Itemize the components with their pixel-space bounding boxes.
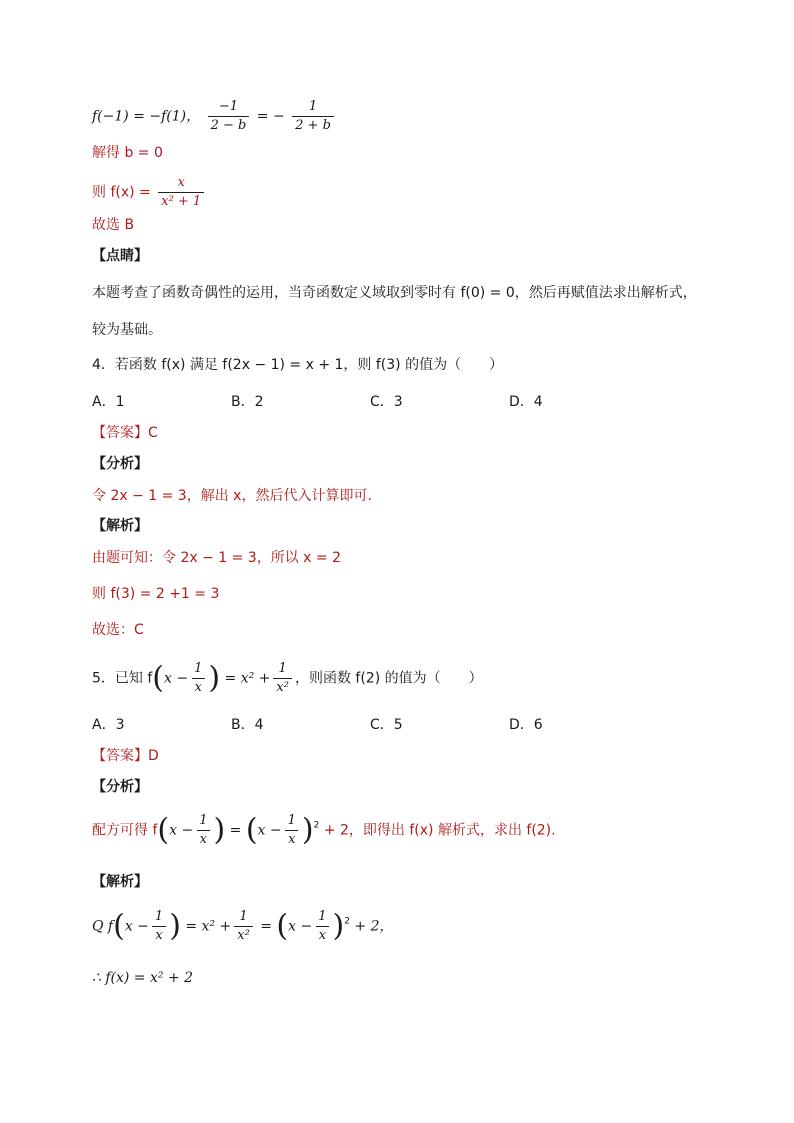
fraction: $\frac{1}{\text{x²}}$ [273,660,292,697]
q4-answer: 【答案】C [92,425,158,441]
q4-option-a: A．1 [92,394,125,410]
choose-line: 故选 B [92,217,135,233]
section-heading: 【解析】 [92,518,148,534]
q5-option-c: C．5 [370,717,403,733]
fraction: $\frac{1}{x}$ [196,812,210,849]
q5-analysis: 配方可得 f(x − $\frac{1}{x}$ ) = (x − $\frac{1}{x}$ )$^2$ + 2，即得出 f(x) 解析式，求出 f(2). [92,812,556,848]
q5-answer: 【答案】D [92,748,159,764]
equation-text: f(−1) = −f(1)， [92,108,201,125]
q5-option-d: D．6 [509,717,543,733]
q4-solution-2: 则 f(3) = 2 +1 = 3 [92,586,220,602]
q4-analysis: 令 2x − 1 = 3，解出 x，然后代入计算即可. [92,488,372,504]
solve-line: 解得 b = 0 [92,145,163,161]
fraction: $\frac{-1}{2 - b}$ [208,98,250,135]
section-heading: 【分析】 [92,779,148,795]
fraction: $\frac{x}{\text{x² + 1}}$ [158,174,204,211]
fraction: $\frac{1}{x}$ [191,660,205,697]
equation-line-1: f(−1) = −f(1)， $\frac{-1}{2 - b}$ = − $\frac{1}{2 + b}$ [92,98,337,135]
fraction: $\frac{1}{x}$ [152,908,166,945]
question-4: 4．若函数 f(x) 满足 f(2x − 1) = x + 1，则 f(3) 的值为（ ） [92,357,504,373]
q5-solution-2: ∴ f(x) = x² + 2 [92,970,194,986]
fraction: $\frac{1}{2 + b}$ [292,98,334,135]
fraction: $\frac{1}{x}$ [285,812,299,849]
q4-solution-1: 由题可知：令 2x − 1 = 3，所以 x = 2 [92,550,341,566]
question-5: 5．已知 f(x − $\frac{1}{x}$ ) = x² + $\frac{1}{\text{x²}}$ ，则函数 f(2) 的值为（ ） [92,660,483,696]
fraction: $\frac{1}{\text{x²}}$ [234,908,253,945]
q5-option-a: A．3 [92,717,125,733]
section-heading: 【分析】 [92,456,148,472]
comment-line: 本题考查了函数奇偶性的运用，当奇函数定义域取到零时有 f(0) = 0，然后再赋值法求出解析式， [92,285,697,301]
q4-solution-3: 故选：C [92,622,144,638]
section-heading: 【解析】 [92,874,148,890]
fraction: $\frac{1}{x}$ [315,908,329,945]
q4-option-d: D．4 [509,394,543,410]
section-heading: 【点睛】 [92,248,148,264]
q5-option-b: B．4 [231,717,264,733]
q5-solution-1: Q f(x − $\frac{1}{x}$ ) = x² + $\frac{1}{\text{x²}}$ = (x − $\frac{1}{x}$ )$^2$ + 2， [92,908,394,944]
q4-option-c: C．3 [370,394,403,410]
comment-line: 较为基础。 [92,322,162,338]
result-line: 则 f(x) = $\frac{x}{\text{x² + 1}}$ [92,174,207,211]
q4-option-b: B．2 [231,394,264,410]
